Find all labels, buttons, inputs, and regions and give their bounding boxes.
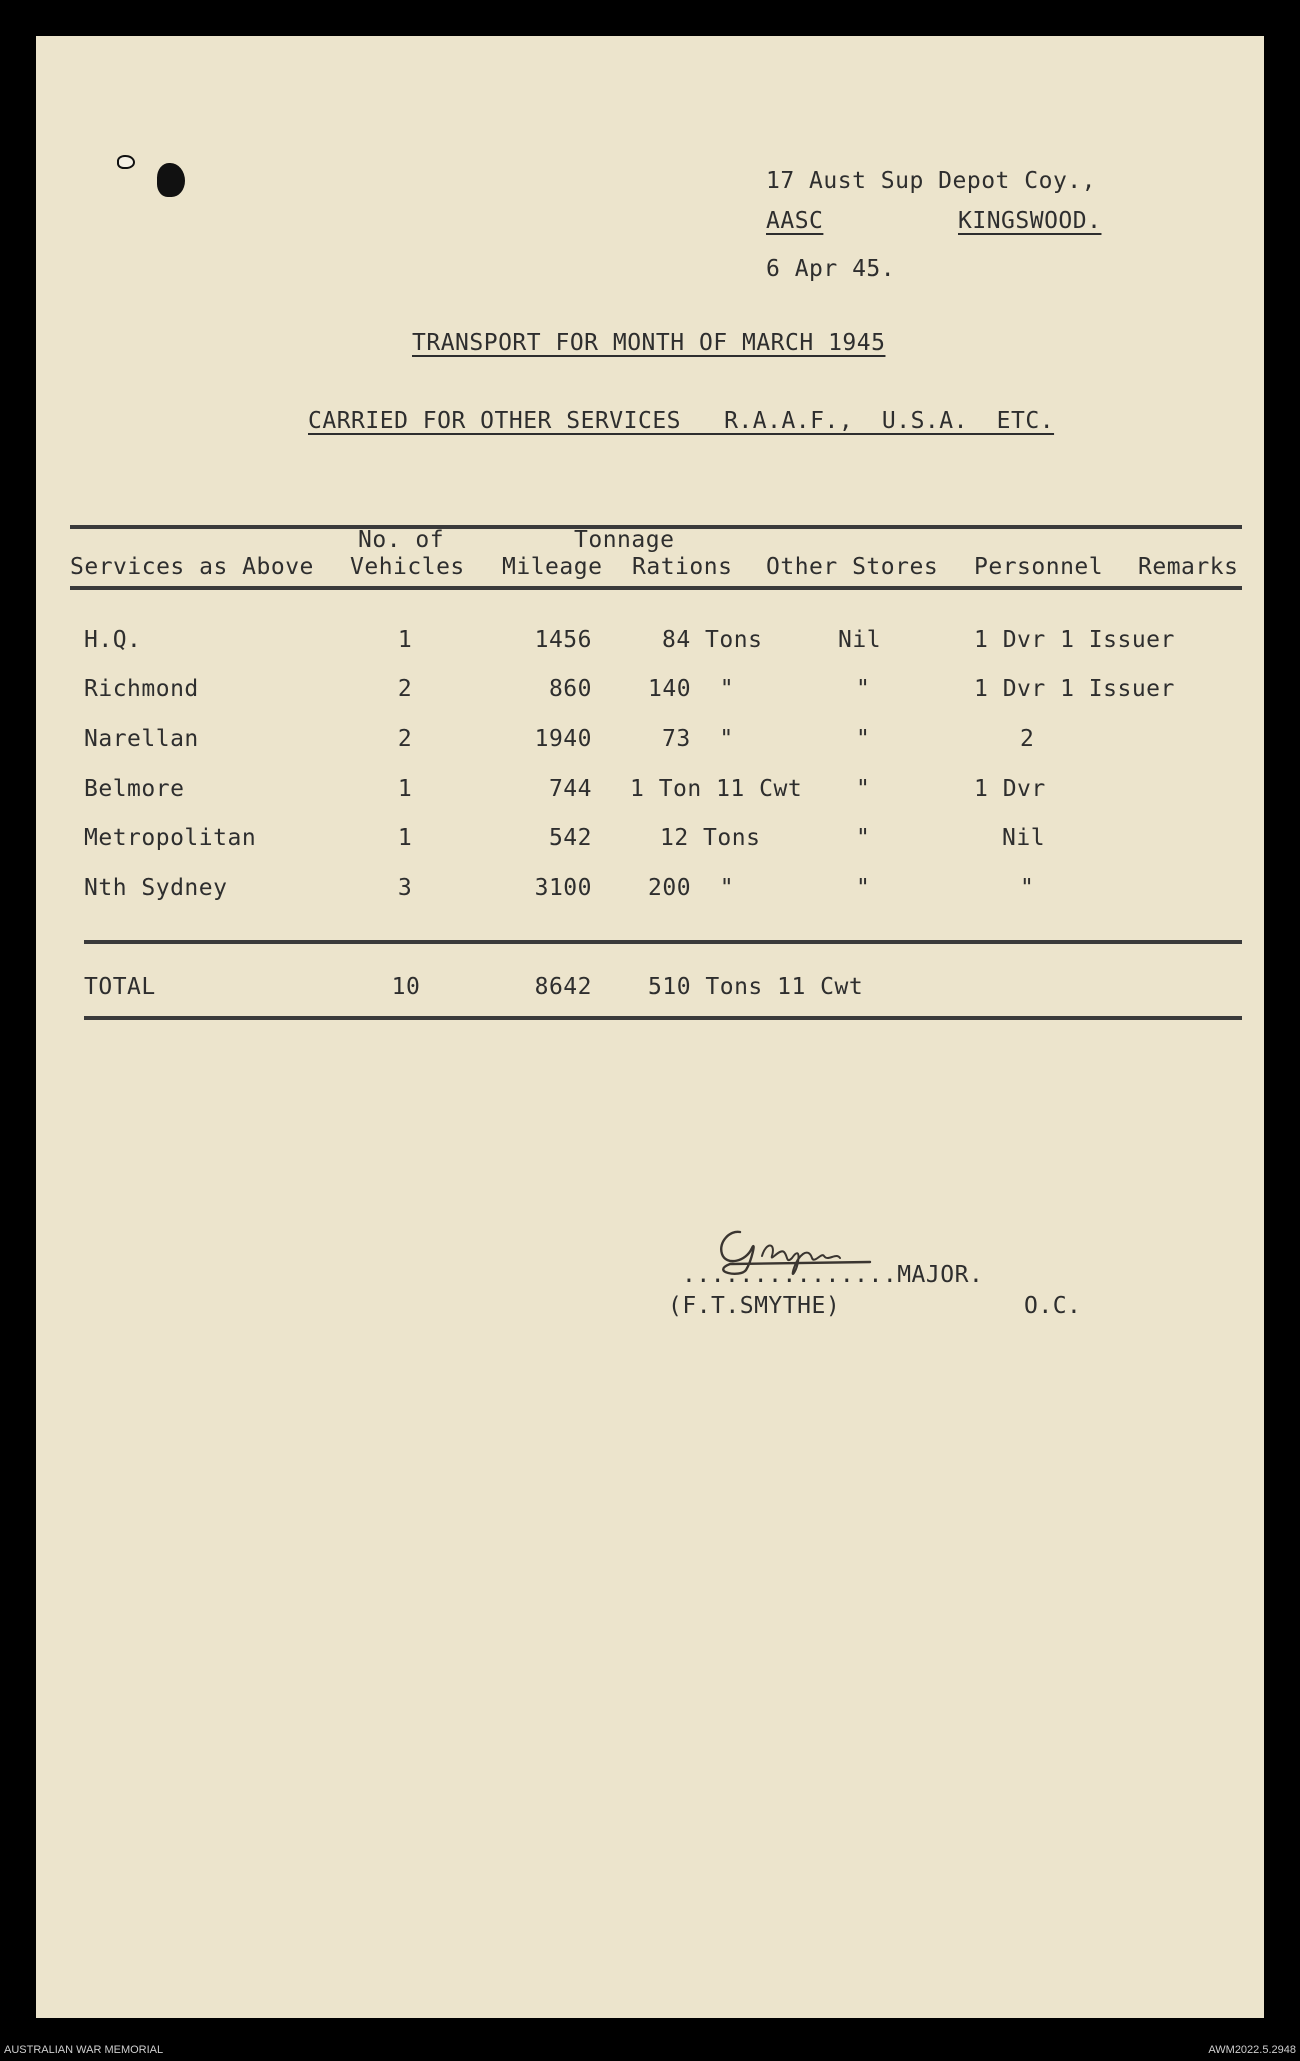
- table-row-vehicles: 1: [397, 627, 413, 653]
- table-row-other-stores: ": [856, 676, 871, 702]
- table-row-personnel: Nil: [1002, 825, 1046, 851]
- total-vehicles: 10: [391, 974, 421, 1000]
- table-row-rations: 200 ": [648, 875, 735, 901]
- footer-archive-name: AUSTRALIAN WAR MEMORIAL: [4, 2044, 164, 2056]
- table-total-top-rule: [84, 940, 1242, 944]
- header-vehicles-line2: Vehicles: [350, 554, 465, 580]
- table-row-vehicles: 2: [397, 726, 413, 752]
- page-subtitle: CARRIED FOR OTHER SERVICES R.A.A.F., U.S.A. ETC.: [308, 408, 1055, 434]
- table-row-rations: 12 Tons: [660, 825, 761, 851]
- punch-hole-mark: [157, 163, 185, 197]
- table-row-vehicles: 1: [397, 825, 413, 851]
- table-row-rations: 84 Tons: [662, 627, 763, 653]
- table-row-vehicles: 1: [397, 776, 413, 802]
- total-mileage: 8642: [534, 974, 592, 1000]
- table-bottom-rule: [84, 1016, 1242, 1020]
- table-row-mileage: 3100: [534, 875, 592, 901]
- header-personnel: Personnel: [974, 554, 1104, 580]
- table-row-personnel: 1 Dvr 1 Issuer: [974, 627, 1175, 653]
- table-row-mileage: 860: [548, 676, 592, 702]
- table-row-other-stores: ": [856, 875, 871, 901]
- table-row-service: H.Q.: [84, 627, 142, 653]
- header-remarks: Remarks: [1138, 554, 1239, 580]
- header-services: Services as Above: [70, 554, 314, 580]
- table-row-mileage: 1940: [534, 726, 592, 752]
- table-row-service: Narellan: [84, 726, 199, 752]
- total-label: TOTAL: [84, 974, 156, 1000]
- location: KINGSWOOD.: [958, 208, 1102, 234]
- footer-reference: AWM2022.5.2948: [1208, 2044, 1296, 2056]
- table-row-service: Metropolitan: [84, 825, 257, 851]
- table-row-other-stores: ": [856, 726, 871, 752]
- header-other-stores: Other Stores: [766, 554, 939, 580]
- table-row-mileage: 744: [548, 776, 592, 802]
- total-rations: 510 Tons 11 Cwt: [648, 974, 864, 1000]
- table-row-rations: 1 Ton 11 Cwt: [630, 776, 803, 802]
- header-rations: Rations: [632, 554, 733, 580]
- table-row-mileage: 1456: [534, 627, 592, 653]
- unit-name: 17 Aust Sup Depot Coy.,: [766, 168, 1096, 194]
- header-mileage: Mileage: [502, 554, 603, 580]
- table-row-personnel: ": [1020, 875, 1035, 901]
- table-row-rations: 73 ": [662, 726, 734, 752]
- signatory-name: (F.T.SMYTHE): [668, 1293, 841, 1319]
- table-header-rule: [70, 586, 1242, 590]
- signature-dots-line: ...............MAJOR.: [682, 1262, 984, 1288]
- table-row-personnel: 1 Dvr 1 Issuer: [974, 676, 1175, 702]
- signatory-role: O.C.: [1024, 1293, 1082, 1319]
- table-row-vehicles: 3: [397, 875, 413, 901]
- table-row-personnel: 1 Dvr: [974, 776, 1046, 802]
- header-tonnage: Tonnage: [574, 527, 675, 553]
- table-row-service: Richmond: [84, 676, 199, 702]
- table-row-service: Nth Sydney: [84, 875, 228, 901]
- table-row-other-stores: Nil: [838, 627, 882, 653]
- table-row-personnel: 2: [1020, 726, 1035, 752]
- punch-hole-fragment: [117, 155, 135, 169]
- table-row-mileage: 542: [548, 825, 592, 851]
- table-row-vehicles: 2: [397, 676, 413, 702]
- page-title: TRANSPORT FOR MONTH OF MARCH 1945: [412, 330, 886, 356]
- table-row-service: Belmore: [84, 776, 185, 802]
- header-vehicles-line1: No. of: [358, 527, 445, 553]
- document-date: 6 Apr 45.: [766, 256, 896, 282]
- corps: AASC: [766, 208, 824, 234]
- table-row-rations: 140 ": [648, 676, 735, 702]
- table-row-other-stores: ": [856, 776, 871, 802]
- table-row-other-stores: ": [856, 825, 871, 851]
